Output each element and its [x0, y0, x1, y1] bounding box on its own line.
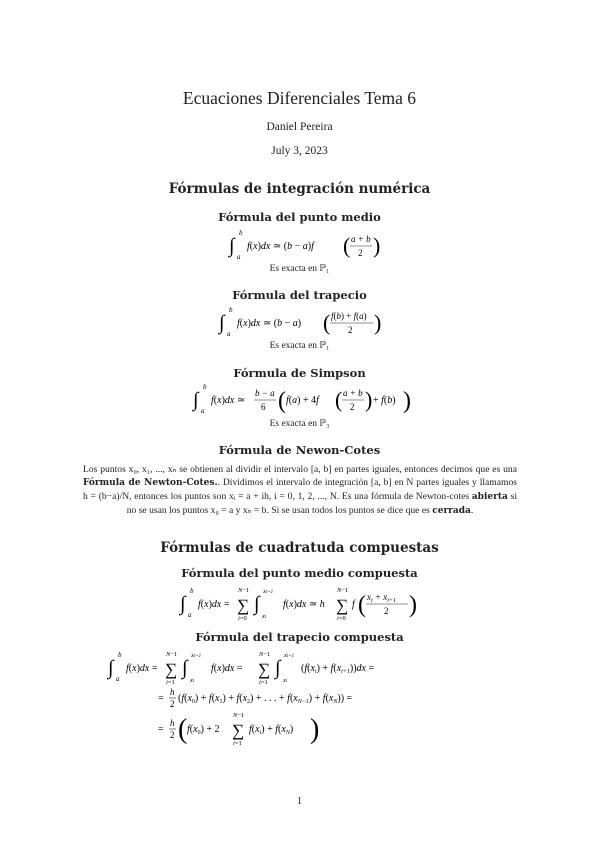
- equation-punto-medio-svg: [229, 228, 379, 262]
- svg-text:2: 2: [170, 699, 175, 709]
- svg-text:N−1: N−1: [233, 712, 245, 719]
- subsection-heading-punto-medio: Fórmula del punto medio: [218, 210, 381, 224]
- svg-text:(f(x0) + f(x1) + f(x2) + . . .: ($f(x_0) + f(x_1) + f(x_2)$ + . . . + $f(x_{N-1}) + f(x_N)$) =: [178, 693, 353, 705]
- section-heading-integracion: Fórmulas de integración numérica: [168, 181, 431, 197]
- newton-cotes-bold-1: Fórmula de Newton-Cotes.: [83, 478, 218, 488]
- svg-text:b − a: b − a: [255, 388, 275, 398]
- equation-punto-medio-compuesta-svg: [180, 584, 425, 624]
- svg-text:i=0: i=0: [238, 615, 247, 622]
- svg-text:(: (: [278, 388, 286, 414]
- svg-text:b: b: [190, 587, 194, 595]
- equation-simpson-svg: [193, 382, 413, 416]
- svg-text:N−1: N−1: [259, 651, 271, 658]
- svg-text:∫: ∫: [275, 657, 281, 679]
- svg-text:∫: ∫: [108, 657, 114, 679]
- svg-text:a: a: [227, 330, 231, 338]
- svg-text:(: (: [178, 714, 188, 745]
- svg-text:2: 2: [170, 730, 175, 740]
- newton-cotes-text-4: .: [470, 505, 474, 516]
- svg-text:xi+1: xi+1: [284, 652, 295, 659]
- svg-text:f(b) + f(a): f(b) + f(a): [331, 311, 367, 321]
- svg-text:): ): [365, 387, 373, 412]
- svg-text:(f(xi) + f(xi+1))dx =: $(f(x_i) + f(x_{i+1}))dx$ =: [301, 663, 375, 675]
- svg-text:∑: ∑: [237, 596, 250, 615]
- svg-text:(: (: [335, 387, 343, 412]
- svg-text:f: f: [352, 599, 355, 610]
- svg-text:i=1: i=1: [233, 740, 242, 747]
- svg-text:f(x)dx =: f(x)dx =: [198, 599, 230, 610]
- svg-text:h: h: [170, 718, 175, 728]
- svg-text:f(xi) + f(xN): $f(x_i) + f(x_N)$: [249, 724, 294, 736]
- svg-text:xi: xi: [190, 677, 195, 684]
- newton-cotes-text-1: Los puntos x₀, x₁, ..., xₙ se obtienen al dividir el intervalo [a, b] en partes iguales, entonces decimos que es una: [83, 464, 517, 475]
- svg-text:xi: xi: [262, 613, 267, 620]
- svg-text:f(x)dx =: f(x)dx =: [126, 663, 158, 674]
- equation-simpson: [193, 382, 413, 419]
- svg-text:+ f(b): + f(b): [373, 395, 396, 406]
- page-number: 1: [297, 796, 302, 807]
- svg-text:N−1: N−1: [166, 651, 178, 658]
- svg-text:): ): [409, 592, 417, 618]
- note-punto-medio: Es exacta en ℙ₁: [269, 264, 330, 274]
- equation-punto-medio: [229, 228, 379, 265]
- svg-text:b: b: [203, 383, 207, 391]
- svg-text:a: a: [116, 675, 120, 683]
- svg-text:N−1: N−1: [337, 587, 349, 594]
- svg-text:b: b: [229, 306, 233, 314]
- svg-text:xi + xi+1: $x_i + x_{i+1}$: [367, 592, 396, 604]
- svg-text:): ): [403, 388, 411, 414]
- svg-text:∫: ∫: [229, 235, 235, 257]
- svg-text:a: a: [188, 611, 192, 619]
- newton-cotes-text-3: si no se usan los puntos x₀ = a y xₙ = b. Si se usan todos los puntos se dice que es: [126, 491, 518, 516]
- newton-cotes-text-2: . Dividimos el intervalo de integración [a, b] en N partes iguales y llamamos h = (b−a)/N, entonces los puntos son xᵢ = a + ih, i = 0, 1, 2, ..., N. Es una fórmula de Newton-cotes: [83, 477, 517, 502]
- svg-text:f(x)dx =: f(x)dx =: [211, 663, 243, 674]
- svg-text:a: a: [201, 407, 205, 415]
- note-trapecio: Es exacta en ℙ₁: [269, 341, 330, 351]
- svg-text:(: (: [358, 592, 366, 618]
- svg-text:∑: ∑: [232, 721, 245, 740]
- equation-trapecio-compuesta-svg: [108, 648, 408, 748]
- svg-text:∑: ∑: [336, 596, 349, 615]
- svg-text:f(x0) + 2: $f(x_0) + 2$: [187, 724, 220, 736]
- newton-cotes-paragraph: [83, 463, 517, 518]
- svg-text:6: 6: [261, 402, 266, 412]
- svg-text:2: 2: [350, 402, 355, 412]
- subsection-heading-simpson: Fórmula de Simpson: [233, 366, 366, 380]
- svg-text:f(a) + 4f: f(a) + 4f: [286, 395, 319, 406]
- svg-text:i=1: i=1: [259, 679, 268, 686]
- svg-text:): ): [310, 714, 320, 745]
- svg-text:f(x)dx ≃ (b − a): f(x)dx ≃ (b − a): [237, 318, 302, 329]
- svg-text:i=1: i=1: [166, 679, 175, 686]
- svg-text:a: a: [237, 253, 241, 261]
- svg-text:a + b: a + b: [351, 234, 371, 244]
- svg-text:xi: xi: [283, 677, 288, 684]
- svg-text:xi+1: xi+1: [263, 588, 274, 595]
- svg-text:=: =: [158, 693, 164, 704]
- svg-text:2: 2: [348, 325, 353, 335]
- svg-text:∑: ∑: [165, 660, 178, 679]
- newton-cotes-bold-3: cerrada: [432, 506, 471, 516]
- svg-text:∫: ∫: [219, 312, 225, 334]
- svg-text:xi+1: xi+1: [191, 652, 202, 659]
- svg-text:f(x)dx ≃ (b − a)f: f(x)dx ≃ (b − a)f: [247, 241, 314, 252]
- document-title: Ecuaciones Diferenciales Tema 6: [182, 88, 417, 108]
- svg-text:(: (: [323, 310, 331, 335]
- svg-text:f(x)dx ≃ h: f(x)dx ≃ h: [283, 599, 325, 610]
- svg-text:=: =: [158, 724, 164, 735]
- document-date: July 3, 2023: [271, 145, 328, 157]
- svg-text:h: h: [170, 687, 175, 697]
- section-heading-compuestas: Fórmulas de cuadratuda compuestas: [160, 540, 439, 556]
- svg-text:b: b: [239, 229, 243, 237]
- subsection-heading-newton-cotes: Fórmula de Newon-Cotes: [218, 443, 381, 457]
- equation-trapecio-svg: [219, 305, 389, 339]
- svg-text:2: 2: [358, 248, 363, 258]
- svg-text:∫: ∫: [254, 593, 260, 615]
- subsection-heading-trapecio-compuesta: Fórmula del trapecio compuesta: [195, 630, 404, 644]
- svg-text:∑: ∑: [258, 660, 271, 679]
- svg-text:∫: ∫: [182, 657, 188, 679]
- equation-punto-medio-compuesta: [180, 584, 425, 627]
- svg-text:∫: ∫: [193, 389, 199, 411]
- newton-cotes-bold-2: abierta: [471, 492, 508, 502]
- svg-text:a + b: a + b: [343, 388, 363, 398]
- svg-text:N−1: N−1: [238, 587, 250, 594]
- svg-text:b: b: [118, 651, 122, 659]
- svg-text:i=0: i=0: [337, 615, 346, 622]
- subsection-heading-trapecio: Fórmula del trapecio: [232, 288, 367, 302]
- svg-text:f(x)dx ≃: f(x)dx ≃: [211, 395, 246, 406]
- note-simpson: Es exacta en ℙ₃: [269, 419, 330, 429]
- svg-text:2: 2: [384, 606, 389, 616]
- equation-trapecio: [219, 305, 389, 342]
- equation-trapecio-compuesta: [108, 648, 408, 751]
- subsection-heading-punto-medio-compuesta: Fórmula del punto medio compuesta: [181, 566, 418, 580]
- document-author: Daniel Pereira: [266, 121, 333, 133]
- svg-text:∫: ∫: [180, 593, 186, 615]
- svg-text:): ): [374, 310, 382, 335]
- svg-text:(: (: [343, 233, 351, 258]
- svg-text:): ): [373, 233, 381, 258]
